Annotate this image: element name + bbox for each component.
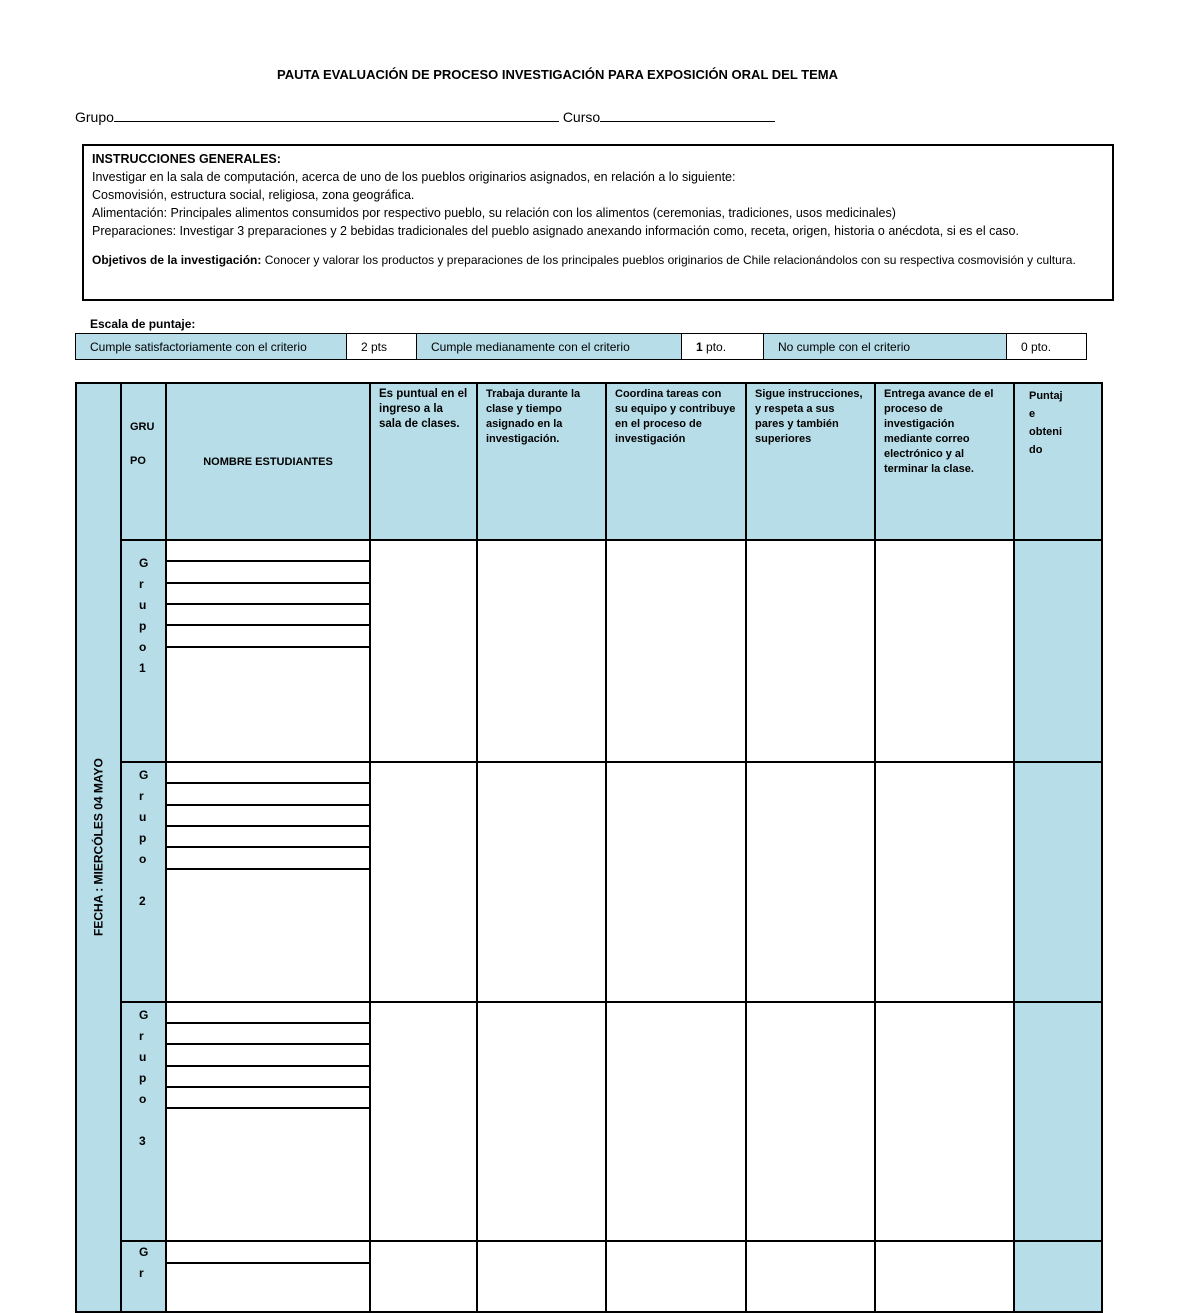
score-cell[interactable]: [477, 1002, 606, 1242]
group-label-letter: o: [139, 849, 165, 870]
student-name-line[interactable]: [167, 763, 369, 784]
group-label-letter: [139, 870, 165, 891]
group-label-letter: u: [139, 595, 165, 616]
group-label-4: [121, 1241, 166, 1312]
group-label-letter: [139, 1263, 165, 1284]
student-name-line[interactable]: [167, 605, 369, 626]
group-label-letter: r: [139, 1026, 165, 1047]
total-score-cell[interactable]: [1014, 540, 1102, 762]
student-name-line[interactable]: [167, 626, 369, 647]
score-cell[interactable]: [875, 1241, 1014, 1312]
student-name-line[interactable]: [167, 648, 369, 669]
group-row: [76, 1002, 1102, 1242]
score-cell[interactable]: [875, 762, 1014, 1002]
group-row: [76, 540, 1102, 762]
scale-criterion-partial: Cumple medianamente con el criterio: [417, 334, 682, 360]
score-cell[interactable]: [875, 1002, 1014, 1242]
score-cell[interactable]: [746, 1002, 875, 1242]
scale-label: Escala de puntaje:: [90, 317, 195, 331]
scale-criterion-none: No cumple con el criterio: [764, 334, 1007, 360]
instructions-line: Investigar en la sala de computación, acerca de uno de los pueblos originarios asignados, en relación a lo siguiente:: [92, 168, 1104, 186]
score-cell[interactable]: [606, 540, 746, 762]
student-name-line[interactable]: [167, 784, 369, 805]
group-label-letter: [139, 1068, 165, 1089]
score-cell[interactable]: [606, 1241, 746, 1312]
group-label-letter: 2: [139, 891, 165, 912]
header-criterion-1: Es puntual en el ingreso a la sala de clases.: [370, 383, 477, 540]
score-cell[interactable]: [606, 1002, 746, 1242]
total-score-cell[interactable]: [1014, 762, 1102, 1002]
group-label-3: [121, 1002, 166, 1242]
score-cell[interactable]: [477, 1241, 606, 1312]
group-label-letter: [139, 1089, 165, 1110]
instructions-line: Preparaciones: Investigar 3 preparaciones y 2 bebidas tradicionales del pueblo asignado anexando información como, receta, origen, historia o anécdota, si es el caso.: [92, 222, 1104, 240]
student-name-line[interactable]: [167, 1003, 369, 1024]
grupo-label: Grupo: [75, 109, 114, 125]
group-label-letter: p: [139, 828, 165, 849]
objectives-text: Conocer y valorar los productos y preparaciones de los principales pueblos originarios de Chile relacionándolos con su respectiva cosmovisión y cultura.: [261, 253, 1075, 267]
student-names-group-4[interactable]: [166, 1241, 370, 1312]
score-cell[interactable]: [746, 1241, 875, 1312]
group-label-letter: r: [139, 786, 165, 807]
evaluation-table: [75, 382, 1103, 1313]
header-criterion-4: Sigue instrucciones, y respeta a sus pares y también superiores: [746, 383, 875, 540]
group-label-letter: [139, 1131, 165, 1152]
student-names-group-3[interactable]: [166, 1002, 370, 1242]
group-row: [76, 762, 1102, 1002]
score-cell[interactable]: [875, 540, 1014, 762]
curso-label: Curso: [563, 109, 600, 125]
score-cell[interactable]: [370, 1241, 477, 1312]
student-name-line[interactable]: [167, 848, 369, 869]
score-cell[interactable]: [477, 762, 606, 1002]
score-cell[interactable]: [477, 540, 606, 762]
scale-points-none: 0 pto.: [1007, 334, 1087, 360]
student-name-line[interactable]: [167, 870, 369, 891]
page-title: PAUTA EVALUACIÓN DE PROCESO INVESTIGACIÓN PARA EXPOSICIÓN ORAL DEL TEMA: [0, 67, 1115, 82]
score-cell[interactable]: [746, 762, 875, 1002]
student-name-line[interactable]: [167, 1067, 369, 1088]
date-cell: [76, 383, 121, 1312]
group-label-letter: G: [139, 553, 165, 574]
score-cell[interactable]: [606, 762, 746, 1002]
student-name-line[interactable]: [167, 1109, 369, 1130]
student-name-line[interactable]: [167, 1024, 369, 1045]
instructions-heading: INSTRUCCIONES GENERALES:: [92, 150, 1104, 168]
student-name-line[interactable]: [167, 827, 369, 848]
group-label-letter: G: [139, 1005, 165, 1026]
group-label-letter: [139, 1047, 165, 1068]
header-criterion-5: Entrega avance de el proceso de investigación mediante correo electrónico y al terminar la clase.: [875, 383, 1014, 540]
student-names-group-2[interactable]: [166, 762, 370, 1002]
scale-table: [75, 333, 1087, 360]
date-label: FECHA : MIERCÓLES 04 MAYO: [77, 384, 120, 1311]
group-label-letter: [139, 1110, 165, 1131]
score-cell[interactable]: [746, 540, 875, 762]
group-label-2: [121, 762, 166, 1002]
scale-points-partial: 1 pto.: [682, 334, 764, 360]
group-row: [76, 1241, 1102, 1312]
group-label-letter: r: [139, 574, 165, 595]
header-puntaje: Puntaj e obteni do: [1014, 383, 1102, 540]
student-names-group-1[interactable]: [166, 540, 370, 762]
group-label-1: [121, 540, 166, 762]
group-label-letter: o: [139, 637, 165, 658]
total-score-cell[interactable]: [1014, 1002, 1102, 1242]
group-label-letter: p: [139, 616, 165, 637]
student-name-line[interactable]: [167, 1264, 369, 1285]
group-label-letter: u: [139, 807, 165, 828]
total-score-cell[interactable]: [1014, 1241, 1102, 1312]
student-name-line[interactable]: [167, 1045, 369, 1066]
group-label-letter: 1: [139, 658, 165, 679]
header-nombre-estudiantes: NOMBRE ESTUDIANTES: [166, 383, 370, 540]
student-name-line[interactable]: [167, 1242, 369, 1263]
grupo-field[interactable]: [114, 110, 559, 122]
student-name-line[interactable]: [167, 541, 369, 562]
objectives-label: Objetivos de la investigación:: [92, 253, 261, 267]
header-grupo: GRU PO: [121, 383, 166, 540]
group-label-letter: G: [139, 765, 165, 786]
student-name-line[interactable]: [167, 1088, 369, 1109]
score-cell[interactable]: [370, 762, 477, 1002]
curso-field[interactable]: [600, 110, 775, 122]
grupo-curso-line: [75, 109, 775, 125]
score-cell[interactable]: [370, 540, 477, 762]
student-name-line[interactable]: [167, 584, 369, 605]
instructions-line: Cosmovisión, estructura social, religiosa, zona geográfica.: [92, 186, 1104, 204]
score-cell[interactable]: [370, 1002, 477, 1242]
student-name-line[interactable]: [167, 806, 369, 827]
instructions-line: Alimentación: Principales alimentos consumidos por respectivo pueblo, su relación con los alimentos (ceremonias, tradiciones, usos medicinales): [92, 204, 1104, 222]
header-criterion-3: Coordina tareas con su equipo y contribuye en el proceso de investigación: [606, 383, 746, 540]
group-label-letter: [139, 1242, 165, 1263]
instructions-box: [82, 144, 1114, 301]
header-criterion-2: Trabaja durante la clase y tiempo asignado en la investigación.: [477, 383, 606, 540]
scale-points-full: 2 pts: [347, 334, 417, 360]
student-name-line[interactable]: [167, 562, 369, 583]
scale-criterion-full: Cumple satisfactoriamente con el criterio: [76, 334, 347, 360]
objectives: [92, 252, 1104, 268]
